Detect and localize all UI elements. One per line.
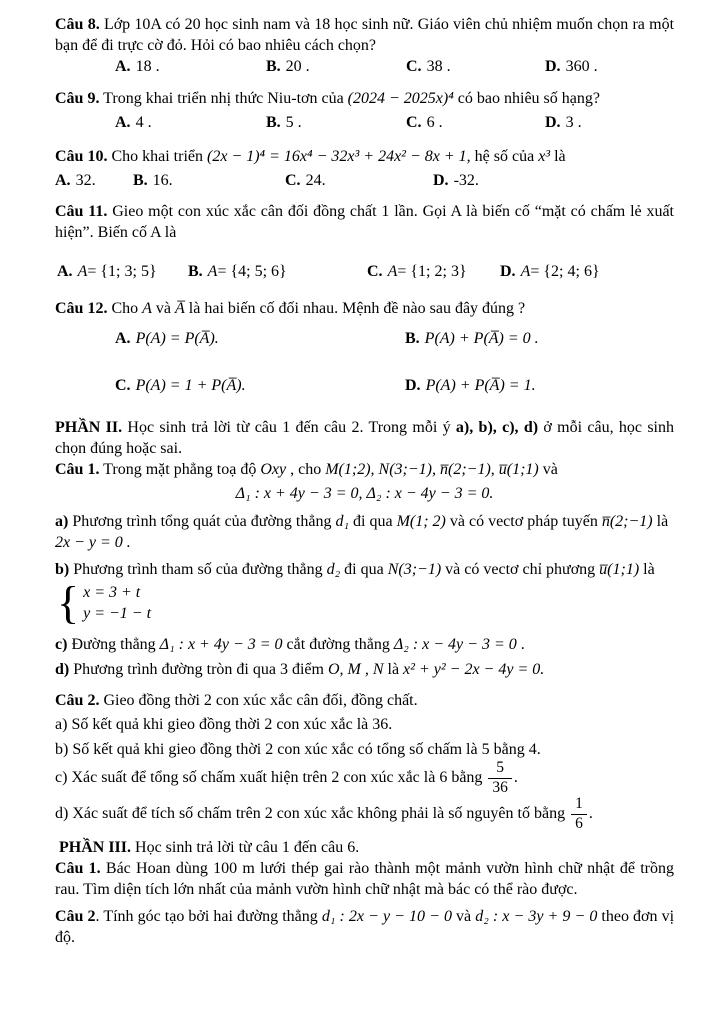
item-text: Số kết quả khi gieo đồng thời 2 con xúc xắc có tổng số chấm là 5 bằng 4. [68,741,541,758]
question-10-label: Câu 10. [55,148,108,165]
option-key: C. [367,263,383,280]
part-2-instructions: Học sinh trả lời từ câu 1 đến câu 2. Trong mỗi ý [122,419,456,436]
p2q1-body: Trong mặt phẳng toạ độ [99,461,261,478]
p2q1-system [55,577,674,629]
math-expression: (2x − 1)⁴ = 16x⁴ − 32x³ + 24x² − 8x + 1, [207,148,471,165]
math-expression: Δ₂ : x − 4y − 3 = 0 [393,636,517,653]
math-expression: Δ₁ : x + 4y − 3 = 0 [159,636,283,653]
fraction-denominator: 36 [492,778,508,796]
p3q2-label: Câu 2 [55,907,96,925]
question-11-option-d [500,261,600,282]
option-key: D. [405,377,421,394]
fraction [488,760,512,796]
question-9 [55,85,674,133]
option-value: = {4; 5; 6} [217,263,287,280]
math-expression: Oxy [260,461,287,478]
item-text: là [383,661,404,678]
item-text: đi qua [340,561,388,578]
item-label: d) [55,805,69,823]
p2q1-item-b [55,559,674,580]
option-key: B. [405,330,420,347]
question-10-options [55,170,674,191]
p3q2-body: theo đơn vị độ. [55,907,675,946]
question-11-option-c [367,261,500,282]
option-key: A. [55,172,71,189]
equation-system [57,577,152,629]
system-line-1: x = 3 + t [83,584,141,601]
item-label: d) [55,661,70,678]
option-key: C. [285,172,301,189]
item-text: Xác suất để tổng số chấm xuất hiện trên 2 con xúc xắc là 6 bằng [67,768,487,786]
option-key: A. [115,58,131,75]
math-expression: x² + y² − 2x − 4y = 0. [403,661,545,678]
option-value: P(A) = 1 + P(A̅). [135,377,246,394]
p2q1-item-a-equation: 2x − y = 0 . [55,534,131,551]
question-9-options [55,112,674,133]
option-key: D. [433,172,449,189]
question-8-option-b [266,56,406,77]
question-10-option-a [55,170,133,191]
question-11-option-a [57,261,188,282]
item-label: a) [55,513,69,530]
option-value: = {2; 4; 6} [530,263,600,280]
fraction [571,796,587,832]
math-expression: A̅ [175,300,185,317]
item-label: c) [55,636,68,653]
item-text: và có vectơ chỉ phương [441,561,600,578]
math-expression: d₂ : x − 3y + 9 − 0 [475,907,598,925]
p2q2-item-c [55,760,674,796]
question-9-text [55,85,674,112]
question-12-option-d [405,372,674,399]
p2q2-item-d [55,796,674,832]
question-9-option-b [266,112,406,133]
option-value: P(A) + P(A̅) = 0 . [424,330,539,347]
part-2 [55,417,674,833]
question-10-option-d [433,170,479,191]
question-12-option-b [405,325,674,352]
option-key: B. [266,58,281,75]
part-3-heading [55,837,674,858]
item-text: Số kết quả khi gieo đồng thời 2 con xúc xắc là 36. [67,716,393,733]
question-10-text [55,143,674,170]
part-3-instructions: Học sinh trả lời từ câu 1 đến câu 6. [131,838,360,856]
item-text: là [639,561,655,578]
item-text: cắt đường thẳng [282,636,394,653]
question-11 [55,201,674,282]
question-12-body: và [151,300,176,317]
question-8 [55,14,674,77]
item-text: và có vectơ pháp tuyến [445,513,602,530]
option-value: 32. [75,172,96,189]
option-value: P(A) = P(A̅). [135,330,219,347]
option-value: 18 . [135,58,160,75]
option-value: 6 . [426,114,443,131]
question-9-option-d [545,112,582,133]
question-10 [55,143,674,191]
option-value: 3 . [565,114,582,131]
math-expression: M(1;2), N(3;−1), n̅(2;−1), u̅(1;1) [325,461,539,478]
item-text: Đường thẳng [67,636,160,653]
item-text: . [516,636,525,653]
item-label: c) [55,768,68,786]
question-8-text [55,14,674,56]
math-expression: M(1; 2) [396,513,446,530]
item-text: là [652,513,669,530]
question-12 [55,298,674,399]
option-value: A [520,263,531,280]
question-12-body: là hai biến cố đối nhau. Mệnh đề nào sau đây đúng ? [184,300,526,317]
option-key: B. [133,172,148,189]
p2q2-item-b [55,739,674,760]
part-2-instructions-bold: a), b), c), d) [455,419,539,436]
part-2-question-1 [55,459,674,680]
question-12-label: Câu 12. [55,300,108,317]
p2q1-item-d [55,659,674,680]
part-2-label: PHẦN II. [55,419,123,436]
option-value: -32. [453,172,479,189]
option-value: 5 . [285,114,302,131]
question-11-body: Gieo một con xúc xắc cân đối đồng chất 1 lần. Gọi A là biến cố “mặt có chấm lẻ xuất hiện”. Biến cố A là [55,203,674,241]
p2q2-item-a [55,714,674,735]
question-9-option-c [406,112,545,133]
p2q1-body: , cho [286,461,326,478]
question-11-text [55,201,674,243]
question-11-option-b [188,261,367,282]
p2q2-body: Gieo đồng thời 2 con xúc xắc cân đối, đồng chất. [99,692,418,709]
math-expression: (2024 − 2025x)⁴ [347,90,454,107]
question-11-options [55,261,674,282]
question-12-option-a [115,325,405,352]
math-expression: d₂ [326,561,341,578]
fraction-numerator: 5 [488,760,512,779]
item-text: Xác suất để tích số chấm trên 2 con xúc xắc không phải là số nguyên tố bằng [68,805,570,823]
p3q2-body: . Tính góc tạo bởi hai đường thẳng [95,907,322,925]
item-label: b) [55,741,69,758]
option-value: = {1; 2; 3} [397,263,467,280]
p3q2-body: và [451,907,476,925]
question-12-text [55,298,674,319]
option-key: D. [545,58,561,75]
p2q2-label: Câu 2. [55,692,100,709]
math-expression: O, M , N [327,661,384,678]
fraction-denominator: 6 [575,815,583,833]
p2q1-label: Câu 1. [55,461,100,478]
system-brace: { [57,577,80,629]
question-10-body: là [550,148,566,165]
option-value: P(A) + P(A̅) = 1. [425,377,536,394]
option-value: A [207,263,218,280]
part-3-label: PHẦN III. [59,838,132,856]
option-value: 16. [152,172,173,189]
math-expression: d₁ : 2x − y − 10 − 0 [321,907,452,925]
part-2-heading [55,417,674,459]
question-9-body: Trong khai triển nhị thức Niu-tơn của [99,90,348,107]
option-key: C. [115,377,131,394]
item-text: . [588,805,593,823]
option-key: D. [545,114,561,131]
question-9-option-a [115,112,266,133]
question-12-options [55,325,674,399]
system-line-2: y = −1 − t [83,605,152,622]
question-8-body: Lớp 10A có 20 học sinh nam và 18 học sinh nữ. Giáo viên chủ nhiệm muốn chọn ra một bạn để đi trực cờ đỏ. Hỏi có bao nhiêu cách chọn? [55,16,675,54]
math-expression: u̅(1;1) [599,561,640,578]
item-text: Phương trình đường tròn đi qua 3 điểm [69,661,328,678]
option-value: A [387,263,398,280]
math-expression: n̅(2;−1) [601,513,653,530]
part-3-question-2 [55,903,674,951]
item-label: b) [55,561,70,578]
item-label: a) [55,716,68,733]
option-value: = {1; 3; 5} [87,263,157,280]
question-8-option-c [406,56,545,77]
p3q1-body: Bác Hoan dùng 100 m lưới thép gai rào thành một mảnh vườn hình chữ nhật để trồng rau. Tìm diện tích lớn nhất của mảnh vườn hình chữ nhật mà bác có thể rào được. [55,859,675,898]
question-12-option-c [115,372,405,399]
option-value: A [77,263,88,280]
question-9-body: có bao nhiêu số hạng? [453,90,600,107]
question-11-label: Câu 11. [55,203,108,220]
fraction-numerator: 1 [571,796,587,815]
option-value: 38 . [426,58,451,75]
system-lines [83,582,151,624]
p2q1-body: và [538,461,558,478]
part-3 [55,837,674,951]
option-key: B. [266,114,281,131]
question-10-option-b [133,170,285,191]
question-8-option-d [545,56,598,77]
question-8-option-a [115,56,266,77]
option-key: B. [188,263,203,280]
question-9-label: Câu 9. [55,90,100,107]
item-text: Phương trình tổng quát của đường thẳng [68,513,336,530]
option-key: D. [500,263,516,280]
question-8-options [55,56,674,77]
option-value: 4 . [135,114,152,131]
math-expression: A [142,300,152,317]
part-2-instructions: ở mỗi câu, học sinh chọn đúng hoặc sai. [55,419,675,457]
p2q1-item-a [55,511,674,532]
part-2-question-2 [55,690,674,833]
item-text: . [513,768,518,786]
question-8-label: Câu 8. [55,16,100,33]
option-key: A. [115,114,131,131]
p2q1-item-c [55,634,674,655]
option-value: 24. [305,172,326,189]
math-expression: x³ [538,148,551,165]
question-12-body: Cho [107,300,143,317]
option-key: C. [406,114,422,131]
option-key: A. [57,263,73,280]
option-key: A. [115,330,131,347]
question-10-option-c [285,170,433,191]
p2q2-text [55,690,674,711]
option-value: 20 . [285,58,310,75]
p3q1-label: Câu 1. [55,859,101,877]
part-3-question-1 [55,858,674,900]
option-key: C. [406,58,422,75]
p2q1-equation: Δ₁ : x + 4y − 3 = 0, Δ₂ : x − 4y − 3 = 0. [235,485,494,502]
math-expression: N(3;−1) [387,561,442,578]
item-text: đi qua [349,513,397,530]
item-text: Phương trình tham số của đường thẳng [69,561,327,578]
p2q1-text [55,459,674,480]
question-10-body: Cho khai triển [107,148,207,165]
question-10-body: hệ số của [470,148,539,165]
option-value: 360 . [565,58,598,75]
math-expression: d₁ [335,513,350,530]
